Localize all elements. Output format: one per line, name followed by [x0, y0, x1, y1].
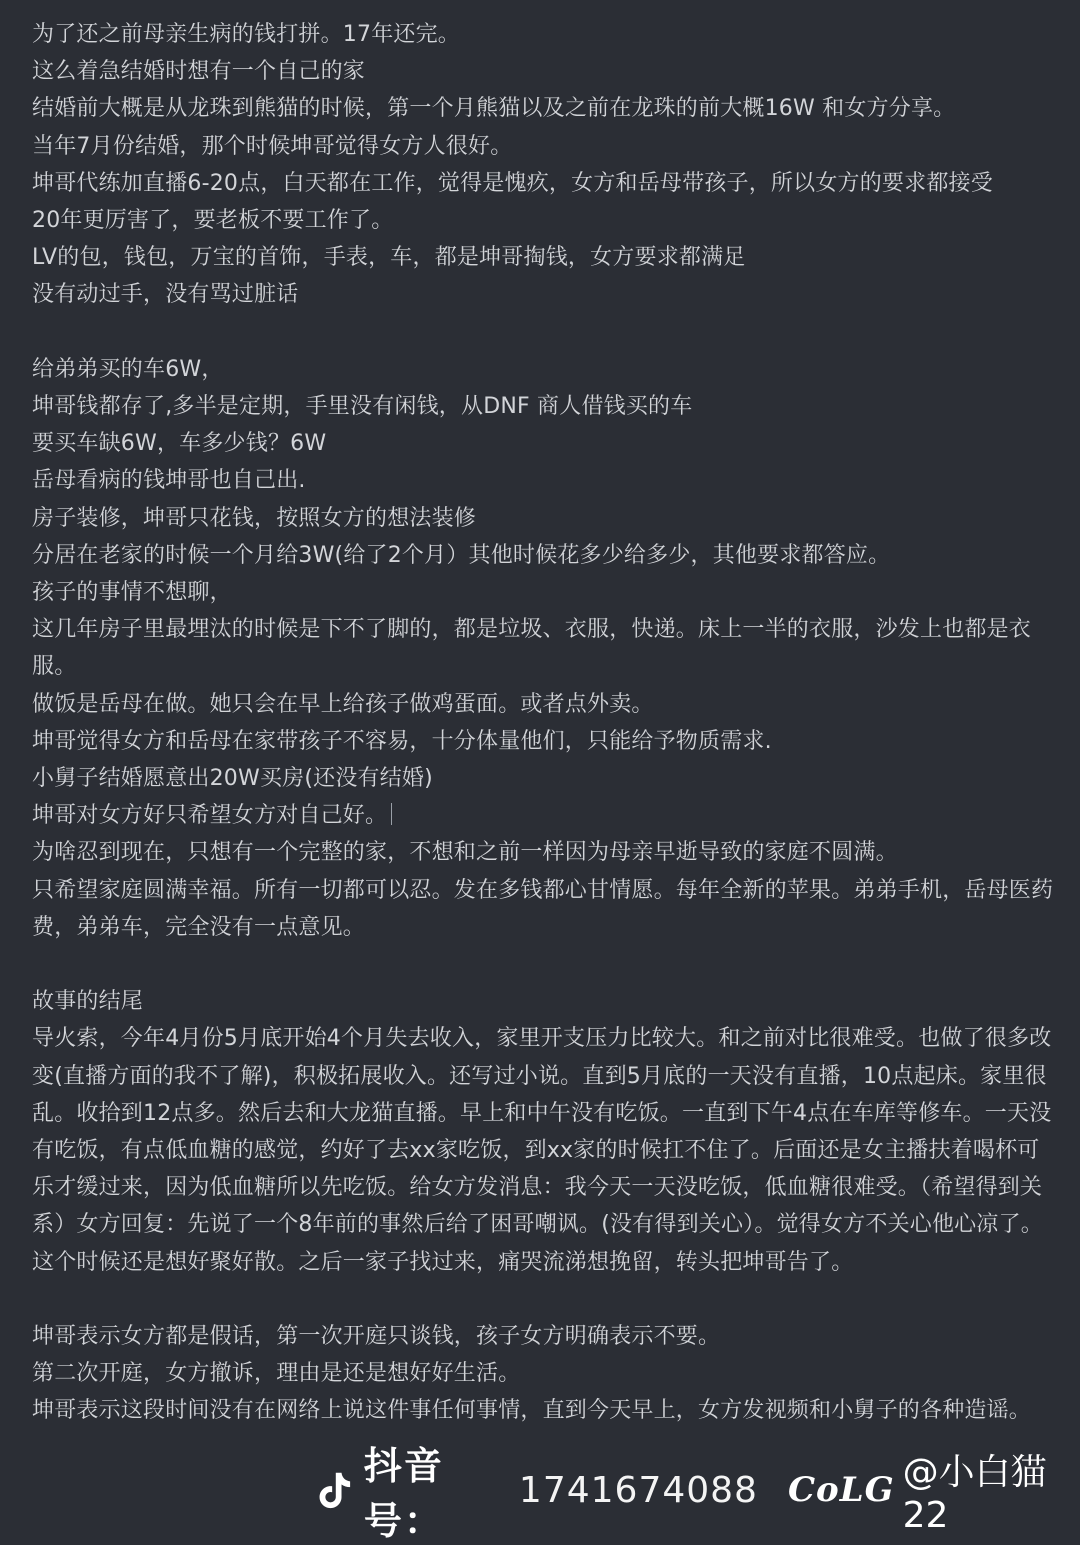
text-line-with-caret	[32, 797, 1057, 834]
text-line: 坤哥表示女方都是假话，第一次开庭只谈钱，孩子女方明确表示不要。	[32, 1324, 721, 1350]
text-line: 做饭是岳母在做。她只会在早上给孩子做鸡蛋面。或者点外卖。	[32, 691, 654, 717]
paragraph-gap	[32, 946, 1057, 983]
text-line: 岳母看病的钱坤哥也自己出.	[32, 468, 306, 494]
text-line: LV的包，钱包，万宝的首饰，手表，车，都是坤哥掏钱，女方要求都满足	[32, 245, 746, 271]
text-caret	[391, 803, 392, 825]
colg-logo: CoLG	[787, 1470, 895, 1510]
paragraph-2	[32, 351, 1057, 946]
text-line: 房子装修，坤哥只花钱，按照女方的想法装修	[32, 505, 477, 531]
text-line: 当年7月份结婚，那个时候坤哥觉得女方人很好。	[32, 133, 513, 159]
douyin-icon	[310, 1464, 356, 1516]
text-line: 结婚前大概是从龙珠到熊猫的时候，第一个月熊猫以及之前在龙珠的前大概16W 和女方分享。	[32, 96, 956, 122]
section-heading: 故事的结尾	[32, 989, 144, 1015]
paragraph-4	[32, 1318, 1057, 1430]
text-line: 20年更厉害了，要老板不要工作了。	[32, 208, 394, 234]
text-line: 小舅子结婚愿意出20W买房(还没有结婚)	[32, 766, 433, 792]
text-line: 坤哥对女方好只希望女方对自己好。	[32, 803, 388, 829]
paragraph-gap	[32, 314, 1057, 351]
paragraph-1	[32, 16, 1057, 314]
text-line: 这几年房子里最埋汰的时候是下不了脚的，都是垃圾、衣服，快递。床上一半的衣服，沙发上也都是衣服。	[32, 617, 1032, 680]
text-line: 孩子的事情不想聊，	[32, 580, 232, 606]
text-line: 没有动过手，没有骂过脏话	[32, 282, 299, 308]
text-line: 分居在老家的时候一个月给3W(给了2个月）其他时候花多少给多少，其他要求都答应。	[32, 542, 891, 568]
text-line: 这个时候还是想好聚好散。之后一家子找过来，痛哭流涕想挽留，转头把坤哥告了。	[32, 1249, 854, 1275]
text-line: 要买车缺6W，车多少钱？6W	[32, 431, 327, 457]
text-line: 坤哥代练加直播6-20点，白天都在工作，觉得是愧疚，女方和岳母带孩子，所以女方的要求都接受	[32, 170, 993, 196]
text-line: 坤哥钱都存了,多半是定期，手里没有闲钱，从DNF 商人借钱买的车	[32, 394, 693, 420]
douyin-watermark	[310, 1444, 1070, 1543]
watermark-handle: @小白猫22	[902, 1452, 1047, 1536]
text-line: 为啥忍到现在，只想有一个完整的家，不想和之前一样因为母亲早逝导致的家庭不圆满。	[32, 840, 898, 866]
text-line: 只希望家庭圆满幸福。所有一切都可以忍。发在多钱都心甘情愿。每年全新的苹果。弟弟手机，岳母医药费，弟弟车，完全没有一点意见。	[32, 877, 1054, 940]
text-line: 第二次开庭，女方撤诉，理由是还是想好好生活。	[32, 1361, 521, 1387]
paragraph-3	[32, 983, 1057, 1281]
watermark-label: 抖音号：	[363, 1444, 444, 1543]
text-line: 导火索，今年4月份5月底开始4个月失去收入，家里开支压力比较大。和之前对比很难受。也做了很多改变(直播方面的我不了解)，积极拓展收入。还写过小说。直到5月底的一天没有直播，10点起床。家里很乱。收拾到12点多。然后去和大龙猫直播。早上和中午没有吃饭。一直到下午4点在车库等修车。一天没有吃饭，有点低血糖的感觉，约好了去xx家吃饭，到xx家的时候扛不住了。后面还是女主播扶着喝杯可乐才缓过来，因为低血糖所以先吃饭。给女方发消息：我今天一天没吃饭，低血糖很难受。（希望得到关系）女方回复：先说了一个8年前的事然后给了困哥嘲讽。(没有得到关心）。觉得女方不关心他心凉了。	[32, 1026, 1052, 1238]
text-line: 坤哥觉得女方和岳母在家带孩子不容易，十分体量他们，只能给予物质需求.	[32, 728, 772, 754]
document-body	[32, 16, 1057, 1430]
watermark-id: 1741674088	[518, 1469, 758, 1511]
text-line: 坤哥表示这段时间没有在网络上说这件事任何事情，直到今天早上，女方发视频和小舅子的各种造谣。	[32, 1398, 1032, 1424]
paragraph-gap	[32, 1281, 1057, 1318]
text-line: 这么着急结婚时想有一个自己的家	[32, 59, 366, 85]
text-line: 为了还之前母亲生病的钱打拼。17年还完。	[32, 22, 460, 47]
text-line: 给弟弟买的车6W，	[32, 356, 224, 382]
